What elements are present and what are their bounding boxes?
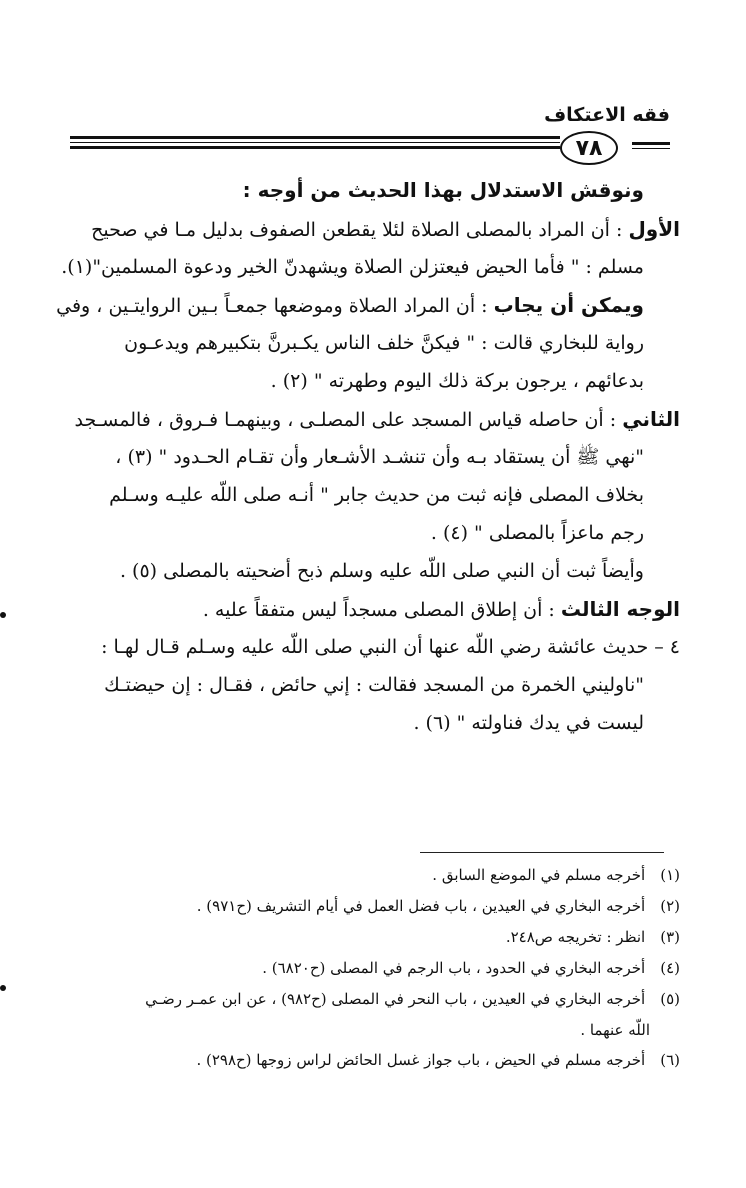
header-rule-left-thin [70,142,560,143]
text-line [68,590,680,628]
text-line: بدعائهم ، يرجون بركة ذلك اليوم وطهرته " (٢) . [270,370,644,392]
text-line: رواية للبخاري قالت : " فيكنَّ خلف الناس يكـبرنَّ بتكبيرهم ويدعـون [124,332,644,354]
point-label: ويمكن أن يجاب [493,293,644,317]
footnote [60,891,680,922]
footnote-separator [420,852,664,853]
header-rule-right-thin [632,148,670,149]
text-line [68,210,680,248]
text-line: بخلاف المصلى فإنه ثبت من حديث جابر " أنـه صلى اللّه عليـه وسـلم [109,484,644,506]
point-label: الثاني [622,407,680,431]
line-text: : أن المراد الصلاة وموضعها جمعـاً بـين الروايتـين ، وفي [56,295,488,317]
footnote-number: (٣) [660,928,680,946]
footnote-text: أخرجه مسلم في الحيض ، باب جواز غسل الحائض لراس زوجها (ح٢٩٨) . [196,1051,646,1069]
text-line [68,400,680,438]
header-rule-left-thick-2 [70,146,560,149]
footnote [60,953,680,984]
footnote-number: (٤) [660,959,680,977]
text-line: ٤ – حديث عائشة رضي اللّه عنها أن النبي صلى اللّه عليه وسـلم قـال لهـا : [101,636,680,658]
header-rule-left-thick [70,136,560,139]
text-line: مسلم : " فأما الحيض فيعتزلن الصلاة ويشهدنّ الخير ودعوة المسلمين"(١). [61,256,644,278]
text-line: وأيضاً ثبت أن النبي صلى اللّه عليه وسلم ذبح أضحيته بالمصلى (٥) . [119,560,644,582]
header-rule-right [632,142,670,145]
footnote-text: أخرجه البخاري في الحدود ، باب الرجم في المصلى (ح٦٨٢٠) . [262,959,646,977]
footnote-text: أخرجه البخاري في العيدين ، باب فضل العمل في أيام التشريف (ح٩٧١) . [196,897,646,915]
main-text [56,170,680,742]
footnotes [60,860,680,1076]
footnote-continuation: اللّه عنهما . [580,1021,650,1039]
footnote [60,860,680,891]
footnote-number: (٦) [660,1051,680,1069]
footnote-text: انظر : تخريجه ص٢٤٨. [505,928,646,946]
line-text: : أن المراد بالمصلى الصلاة لئلا يقطعن الصفوف بدليل مـا في صحيح [91,219,623,241]
section-heading: ونوقش الاستدلال بهذا الحديث من أوجه : [242,178,644,202]
footnote [60,984,680,1015]
footnote-number: (٥) [660,990,680,1008]
text-line: ليست في يدك فناولته " (٦) . [413,712,644,734]
text-line: رجم ماعزاً بالمصلى " (٤) . [430,522,644,544]
line-text: : أن إطلاق المصلى مسجداً ليس متفقاً عليه . [202,599,555,621]
text-line: "نهي ﷺ أن يستقاد بـه وأن تنشـد الأشـعار وأن تقـام الحـدود " (٣) ، [115,446,644,468]
footnote-text: أخرجه مسلم في الموضع السابق . [432,866,646,884]
point-label: الوجه الثالث [560,597,680,621]
footnote-text: أخرجه البخاري في العيدين ، باب النحر في المصلى (ح٩٨٢) ، عن ابن عمـر رضـي [145,990,646,1008]
running-title: فقه الاعتكاف [544,104,670,126]
footnote [60,1045,680,1076]
line-text: : أن حاصله قياس المسجد على المصلـى ، وبينهمـا فـروق ، فالمسـجد [74,409,617,431]
footnote-number: (٢) [660,897,680,915]
point-label: الأول [628,217,680,241]
footnote-number: (١) [660,866,680,884]
footnote [60,922,680,953]
scan-edge-mark [0,612,6,618]
text-line: "ناوليني الخمرة من المسجد فقالت : إني حائض ، فقـال : إن حيضتـك [104,674,644,696]
text-line [56,286,680,324]
scan-edge-mark [0,985,6,991]
page-number-badge [560,131,618,165]
page-number: ٧٨ [575,135,603,161]
